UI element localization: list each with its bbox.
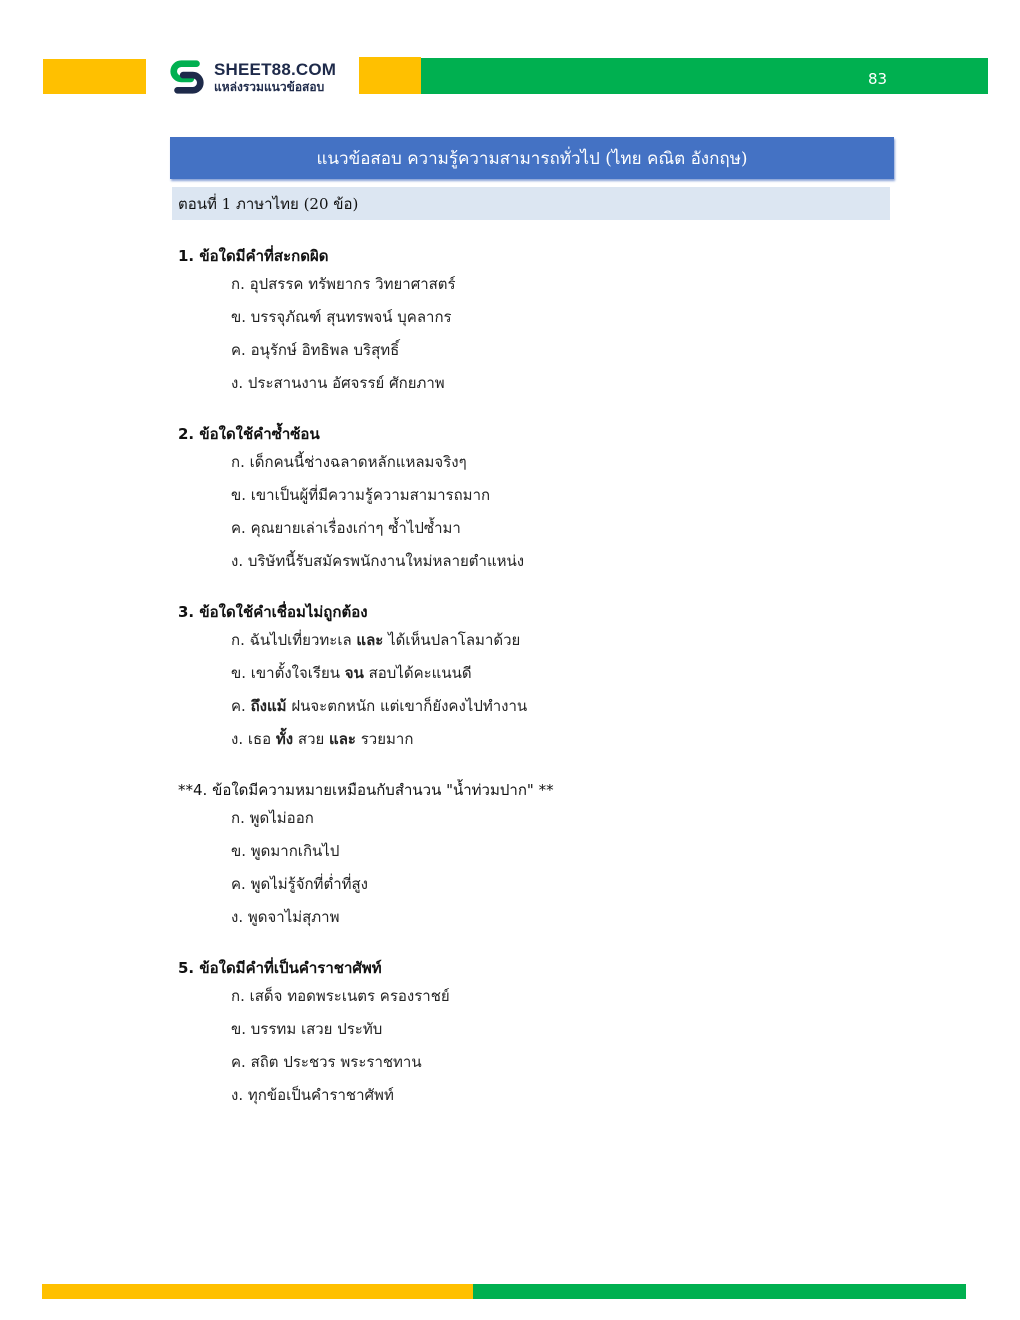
option-text: ง. พูดจาไม่สุภาพ <box>231 908 340 926</box>
option-text: ง. ประสานงาน อัศจรรย์ ศักยภาพ <box>231 374 445 392</box>
option-emphasis: จน <box>344 664 364 682</box>
option-text: ฝนจะตกหนัก แต่เขาก็ยังคงไปทำงาน <box>286 697 528 715</box>
sheet88-logo-icon <box>168 58 206 96</box>
option-text: ง. ทุกข้อเป็นคำราชาศัพท์ <box>231 1086 394 1104</box>
footer-green-bar <box>473 1284 966 1299</box>
page-number: 83 <box>868 70 888 88</box>
option-text: ก. อุปสรรค ทรัพยากร วิทยาศาสตร์ <box>231 275 456 293</box>
option-text: ข. พูดมากเกินไป <box>231 842 340 860</box>
question-text: 2. ข้อใดใช้คำซ้ำซ้อน <box>178 425 320 443</box>
option-text: ค. <box>231 697 251 715</box>
answer-option <box>231 657 938 690</box>
option-text: ค. อนุรักษ์ อิทธิพล บริสุทธิ์ <box>231 341 400 359</box>
answer-option <box>231 1013 938 1046</box>
page-title: แนวข้อสอบ ความรู้ความสามารถทั่วไป (ไทย คณิต อังกฤษ) <box>170 137 894 179</box>
question-block <box>178 778 938 934</box>
option-emphasis: และ <box>329 730 356 748</box>
section-heading: ตอนที่ 1 ภาษาไทย (20 ข้อ) <box>172 187 890 220</box>
option-text: ได้เห็นปลาโลมาด้วย <box>383 631 521 649</box>
option-text: ข. บรรจุภัณฑ์ สุนทรพจน์ บุคลากร <box>231 308 452 326</box>
answer-option <box>231 690 938 723</box>
answer-option <box>231 301 938 334</box>
brand-logo <box>168 56 336 98</box>
answer-option <box>231 545 938 578</box>
answer-option <box>231 901 938 934</box>
question-text: **4. ข้อใดมีความหมายเหมือนกับสำนวน "น้ำท่วมปาก" ** <box>178 781 554 799</box>
option-text: ข. บรรทม เสวย ประทับ <box>231 1020 383 1038</box>
question-text: 3. ข้อใดใช้คำเชื่อมไม่ถูกต้อง <box>178 603 368 621</box>
answer-option <box>231 723 938 756</box>
question-text: 5. ข้อใดมีคำที่เป็นคำราชาศัพท์ <box>178 959 382 977</box>
brand-name: SHEET88.COM <box>214 60 337 79</box>
option-text: ค. พูดไม่รู้จักที่ต่ำที่สูง <box>231 875 368 893</box>
answer-option <box>231 868 938 901</box>
option-text: ข. เขาเป็นผู้ที่มีความรู้ความสามารถมาก <box>231 486 491 504</box>
question-block <box>178 956 938 1112</box>
answer-option <box>231 802 938 835</box>
answer-option <box>231 268 938 301</box>
option-text: ค. สถิต ประชวร พระราชทาน <box>231 1053 422 1071</box>
option-text: ก. ฉันไปเที่ยวทะเล <box>231 631 357 649</box>
answer-option <box>231 835 938 868</box>
answer-option <box>231 980 938 1013</box>
header-green-bar <box>421 58 988 94</box>
header-yellow-bar-left <box>43 59 146 94</box>
answer-option <box>231 479 938 512</box>
question-block <box>178 244 938 400</box>
option-text: ก. เด็กคนนี้ช่างฉลาดหลักแหลมจริงๆ <box>231 453 467 471</box>
answer-option <box>231 446 938 479</box>
answer-option <box>231 624 938 657</box>
option-text: ง. บริษัทนี้รับสมัครพนักงานใหม่หลายตำแหน่ง <box>231 552 525 570</box>
question-list <box>178 244 938 1134</box>
answer-option <box>231 1046 938 1079</box>
answer-option <box>231 367 938 400</box>
question-block <box>178 422 938 578</box>
header-yellow-bar-right <box>359 57 421 94</box>
answer-option <box>231 334 938 367</box>
option-text: ง. เธอ <box>231 730 276 748</box>
option-text: ค. คุณยายเล่าเรื่องเก่าๆ ซ้ำไปซ้ำมา <box>231 519 461 537</box>
answer-option <box>231 1079 938 1112</box>
option-text: สอบได้คะแนนดี <box>363 664 472 682</box>
option-emphasis: และ <box>356 631 384 649</box>
option-text: ก. เสด็จ ทอดพระเนตร ครองราชย์ <box>231 987 450 1005</box>
option-text: ข. เขาตั้งใจเรียน <box>231 664 345 682</box>
question-text: 1. ข้อใดมีคำที่สะกดผิด <box>178 247 329 265</box>
brand-tagline: แหล่งรวมแนวข้อสอบ <box>214 80 325 94</box>
option-emphasis: ทั้ง <box>275 730 294 748</box>
footer-yellow-bar <box>42 1284 473 1299</box>
answer-option <box>231 512 938 545</box>
option-emphasis: ถึงแม้ <box>250 697 287 715</box>
question-block <box>178 600 938 756</box>
option-text: รวยมาก <box>355 730 414 748</box>
option-text: ก. พูดไม่ออก <box>231 809 314 827</box>
option-text: สวย <box>293 730 330 748</box>
